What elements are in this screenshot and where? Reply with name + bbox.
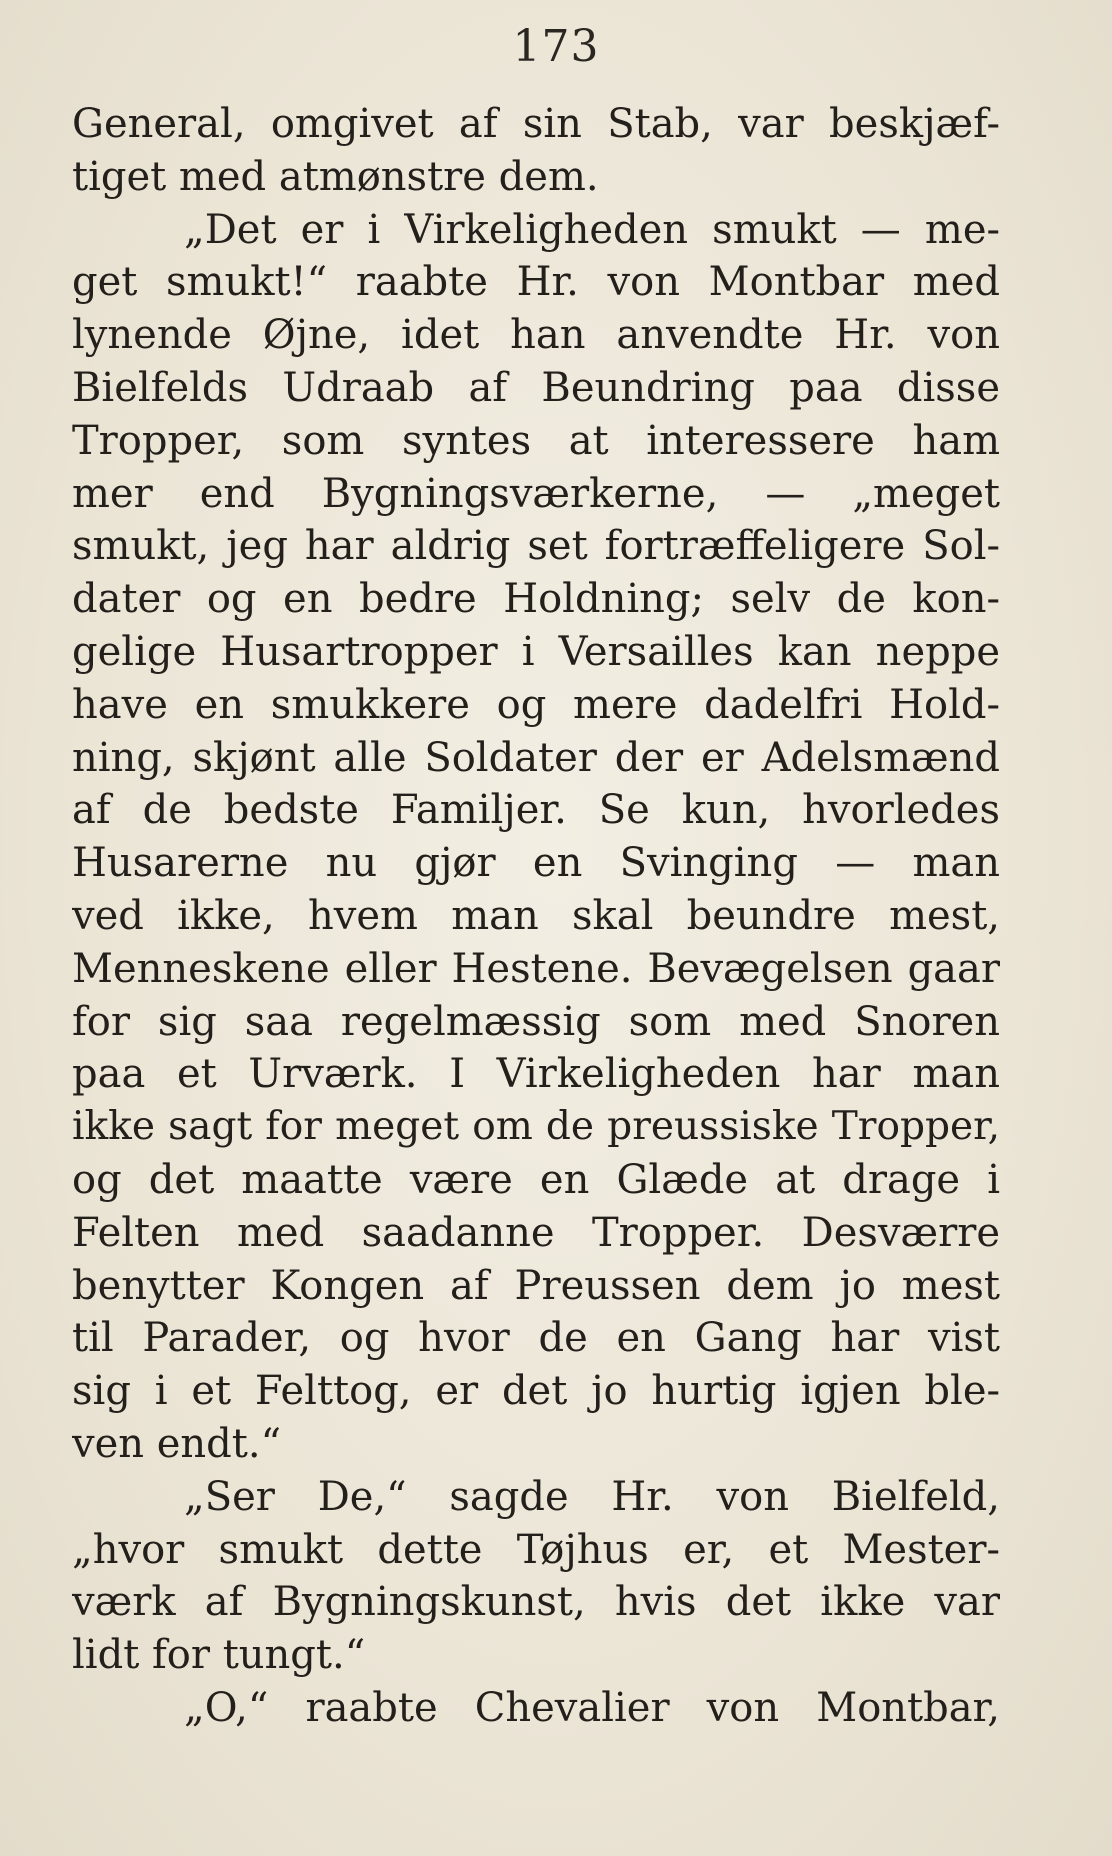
text-line: lynende Øjne, idet han anvendte Hr. von [72,312,1000,359]
text-line: ved ikke, hvem man skal beundre mest, [72,892,1000,939]
text-line: værk af Bygningskunst, hvis det ikke var [72,1579,1000,1626]
text-line: Bielfelds Udraab af Beundring paa disse [72,364,1000,411]
text-line: „Ser De,“ sagde Hr. von Bielfeld, [184,1473,1000,1520]
page-number: 173 [512,21,600,72]
text-line: Husarerne nu gjør en Svinging — man [72,840,1000,887]
text-line: ikke sagt for meget om de preussiske Tropper, [72,1104,1000,1150]
text-line: dater og en bedre Holdning; selv de kon- [72,576,1000,623]
text-line: „Det er i Virkeligheden smukt — me- [184,206,1000,253]
text-line: paa et Urværk. I Virkeligheden har man [72,1051,1000,1098]
text-line: „hvor smukt dette Tøjhus er, et Mester- [72,1526,1000,1573]
text-line: mer end Bygningsværkerne, — „meget [72,470,1000,517]
text-line: have en smukkere og mere dadelfri Hold- [72,681,1000,728]
text-line: Menneskene eller Hestene. Bevægelsen gaar [72,945,1000,992]
body-text [72,98,1000,1735]
text-line: lidt for tungt.“ [72,1632,366,1679]
text-line: gelige Husartropper i Versailles kan neppe [72,628,1000,675]
text-line: for sig saa regelmæssig som med Snoren [72,998,1000,1045]
text-line: Felten med saadanne Tropper. Desværre [72,1209,1000,1256]
text-line: „O,“ raabte Chevalier von Montbar, [184,1684,1000,1731]
text-line: Tropper, som syntes at interessere ham [72,417,1000,464]
text-line: til Parader, og hvor de en Gang har vist [72,1315,1000,1362]
text-line: og det maatte være en Glæde at drage i [72,1156,1000,1203]
text-line: af de bedste Familjer. Se kun, hvorledes [72,787,1000,834]
text-line: tiget med atmønstre dem. [72,153,599,200]
text-line: General, omgivet af sin Stab, var beskjæf- [72,101,1000,147]
text-line: ning, skjønt alle Soldater der er Adelsmænd [72,734,1000,781]
text-line: sig i et Felttog, er det jo hurtig igjen ble- [72,1368,1000,1415]
text-line: ven endt.“ [72,1420,282,1467]
text-line: smukt, jeg har aldrig set fortræffeligere Sol- [72,523,1000,570]
text-line: benytter Kongen af Preussen dem jo mest [72,1262,1000,1309]
text-line: get smukt!“ raabte Hr. von Montbar med [72,259,1000,306]
